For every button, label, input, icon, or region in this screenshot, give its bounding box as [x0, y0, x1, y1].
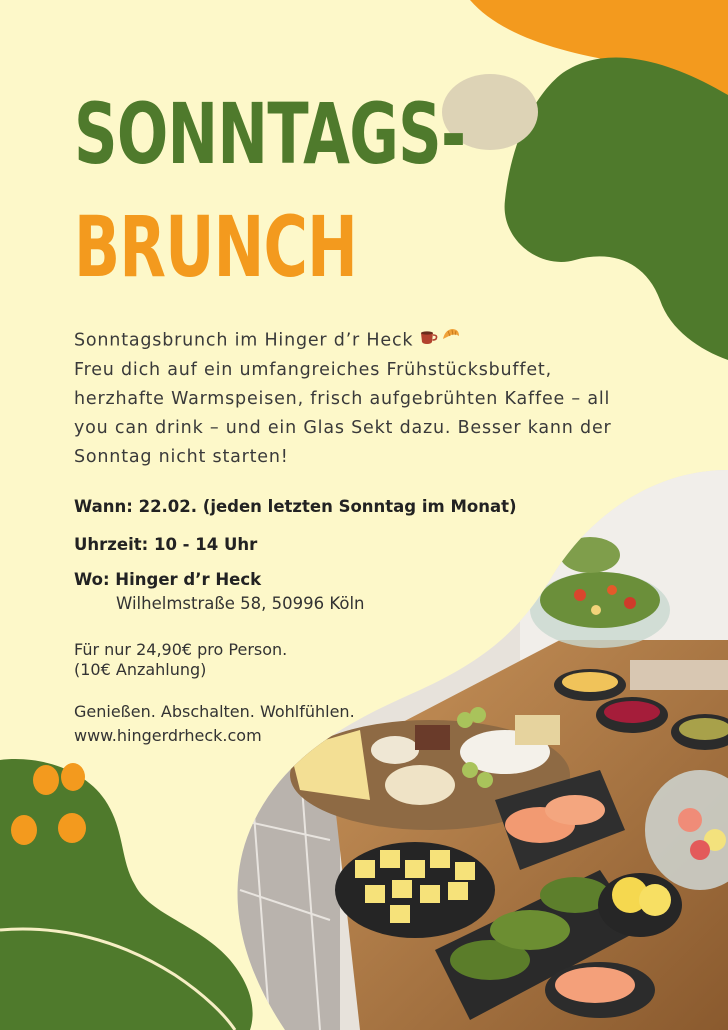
green-blob-bottom-left	[0, 759, 253, 1030]
price-line-2: (10€ Anzahlung)	[74, 660, 207, 679]
website-link[interactable]: www.hingerdrheck.com	[74, 726, 262, 745]
coffee-cup-icon	[419, 326, 439, 355]
event-date: Wann: 22.02. (jeden letzten Sonntag im Monat)	[74, 497, 517, 516]
intro-text	[74, 326, 674, 472]
intro-line-4: you can drink – und ein Glas Sekt dazu. Besser kann der	[74, 417, 612, 438]
title-line-2: BRUNCH	[74, 198, 358, 296]
intro-line-1-text: Sonntagsbrunch im Hinger d’r Heck	[74, 330, 414, 351]
orange-dot-1	[33, 765, 59, 795]
event-address: Wilhelmstraße 58, 50996 Köln	[116, 594, 365, 613]
buffet-photo	[230, 460, 728, 1030]
event-location-label: Wo: Hinger d’r Heck	[74, 570, 262, 589]
intro-line-5: Sonntag nicht starten!	[74, 446, 289, 467]
green-blob-right	[505, 58, 728, 360]
croissant-icon	[441, 326, 461, 355]
orange-dot-3	[11, 815, 37, 845]
title-line-1: SONNTAGS-	[74, 85, 466, 183]
slogan: Genießen. Abschalten. Wohlfühlen.	[74, 702, 355, 721]
price-line-1: Für nur 24,90€ pro Person.	[74, 640, 288, 659]
intro-line-2: Freu dich auf ein umfangreiches Frühstücksbuffet,	[74, 359, 552, 380]
orange-dot-4	[58, 813, 86, 843]
event-time: Uhrzeit: 10 - 14 Uhr	[74, 535, 258, 554]
orange-dot-2	[61, 763, 85, 791]
intro-line-1	[74, 326, 674, 356]
intro-line-3: herzhafte Warmspeisen, frisch aufgebrühten Kaffee – all	[74, 388, 611, 409]
